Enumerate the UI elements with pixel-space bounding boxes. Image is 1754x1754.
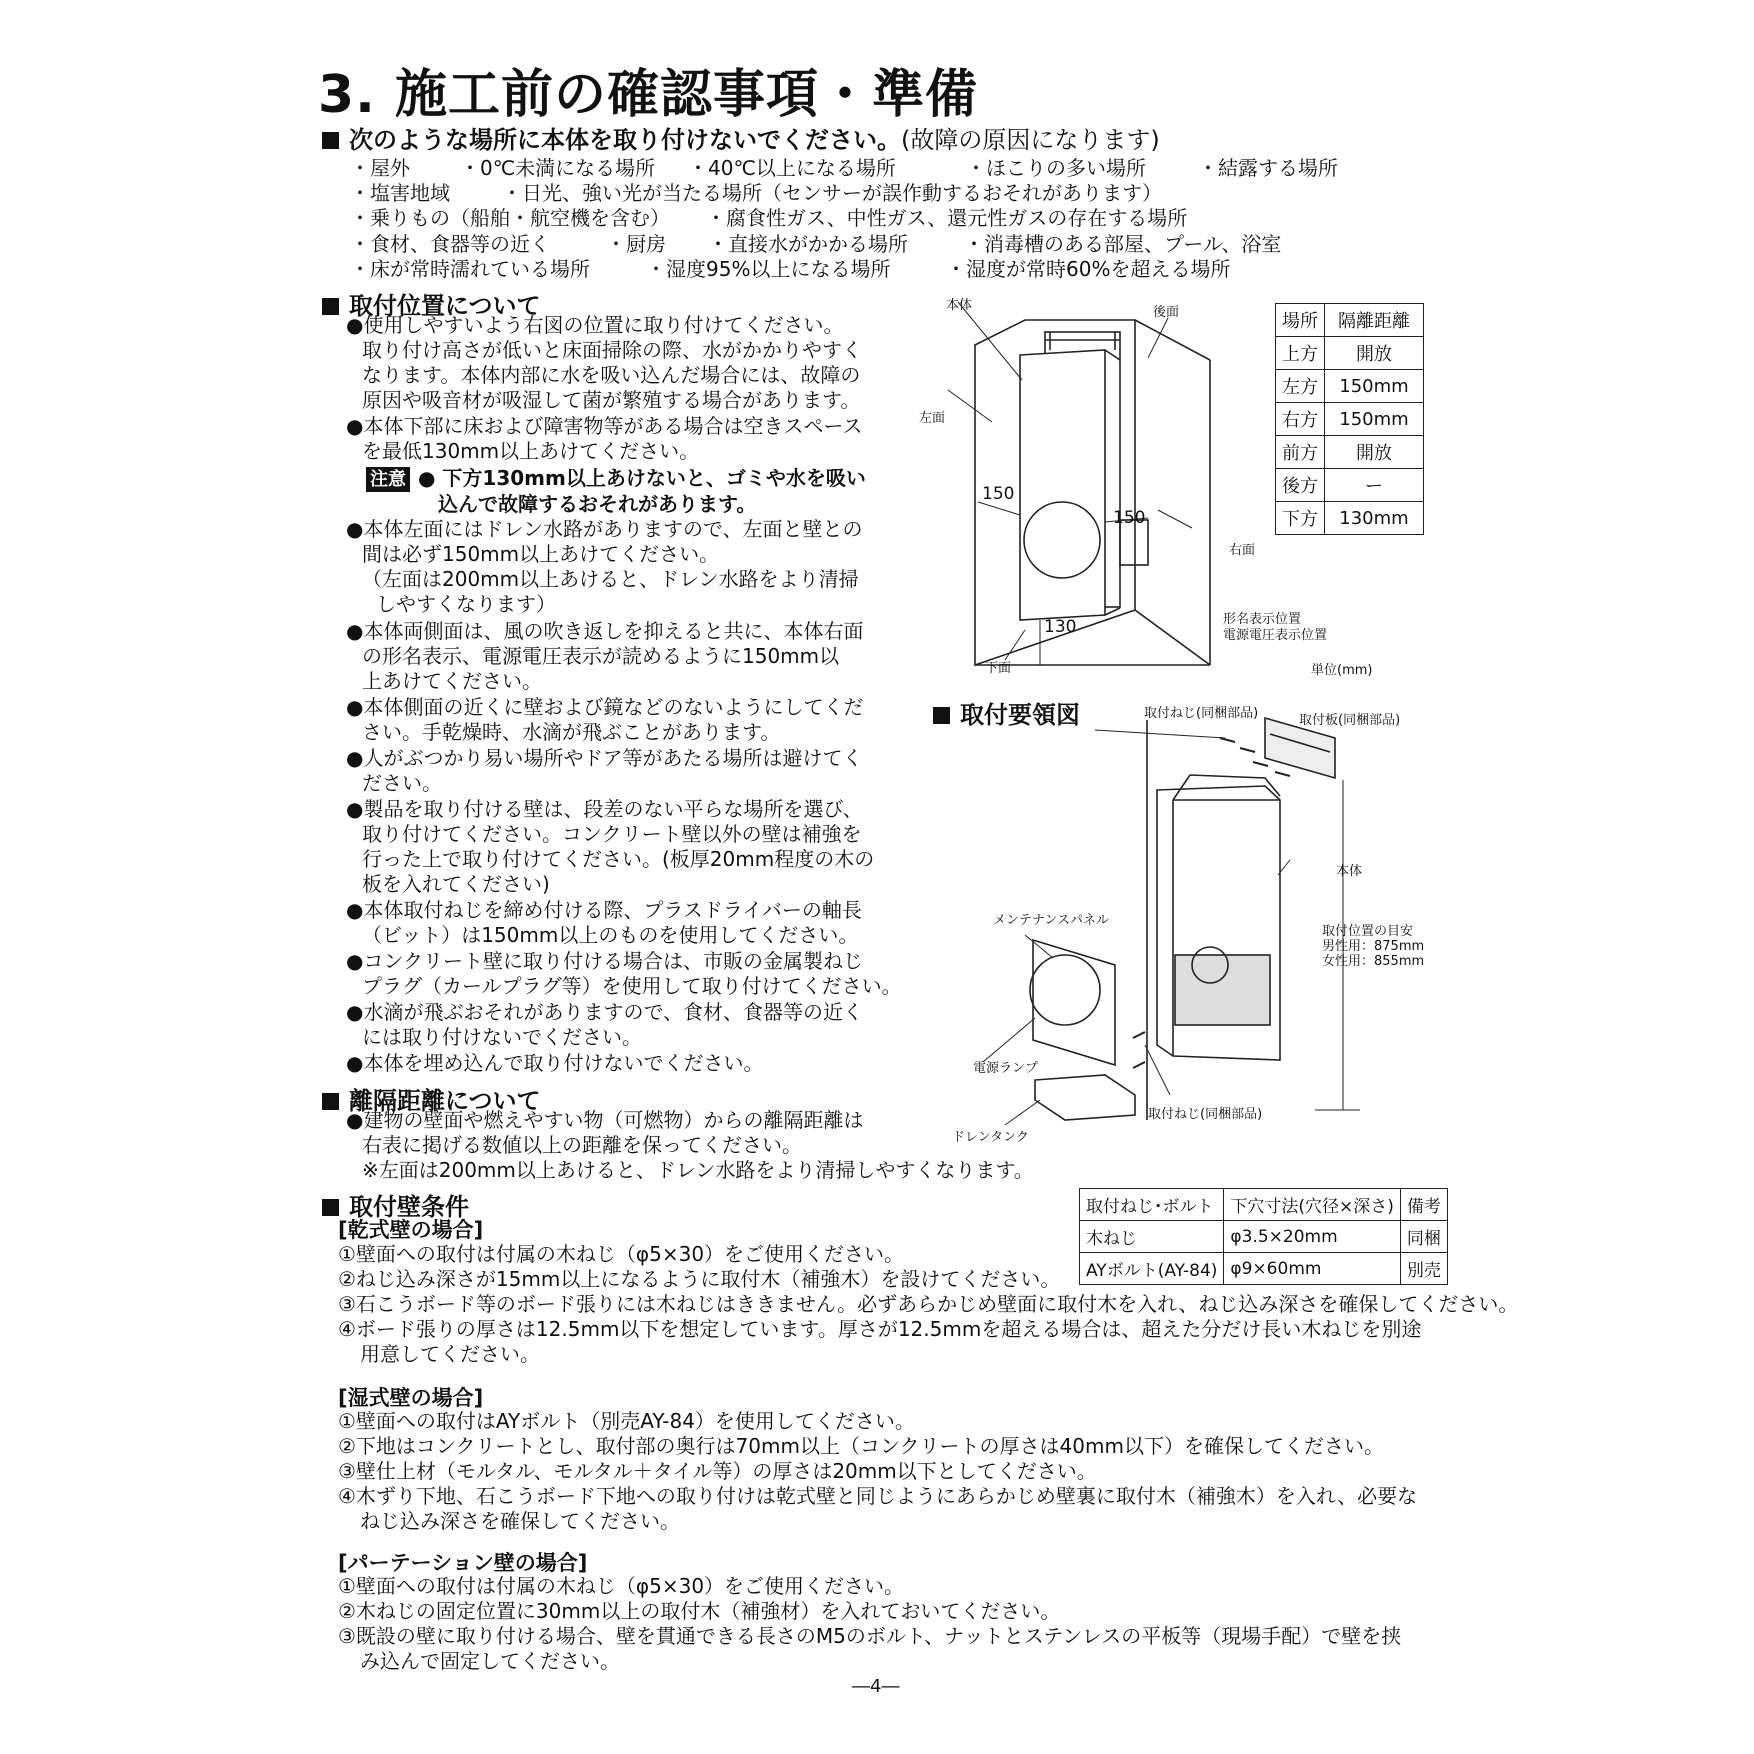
label-plate: 取付板(同梱部品) bbox=[1299, 713, 1401, 728]
table-cell: AYボルト(AY-84) bbox=[1080, 1253, 1224, 1285]
table-cell: 上方 bbox=[1276, 337, 1325, 370]
list-item: ・日光、強い光が当たる場所（センサーが誤作動するおそれがあります） bbox=[502, 181, 1162, 205]
list-item: ③壁仕上材（モルタル、モルタル＋タイル等）の厚さは20mm以下としてください。 bbox=[338, 1459, 1097, 1483]
label-model-position: 形名表示位置 bbox=[1223, 612, 1302, 627]
bullet-5 bbox=[346, 695, 863, 745]
table-cell: 左方 bbox=[1276, 370, 1325, 403]
caution-block bbox=[366, 466, 866, 517]
drain-tank bbox=[1035, 1075, 1135, 1120]
list-item: ①壁面への取付は付属の木ねじ（φ5×30）をご使用ください。 bbox=[338, 1574, 905, 1598]
text-line: 込んで故障するおそれがあります。 bbox=[438, 492, 757, 516]
table-row bbox=[1276, 403, 1424, 436]
list-item: ・食材、食器等の近く bbox=[350, 232, 550, 256]
text-line: （左面は200mm以上あけると、ドレン水路をより清掃 bbox=[362, 567, 859, 591]
bullet-7 bbox=[346, 797, 874, 897]
subheading-partition-wall: [パーテーション壁の場合] bbox=[338, 1551, 588, 1575]
list-item: ・湿度が常時60%を超える場所 bbox=[946, 257, 1231, 281]
table-cell: 右方 bbox=[1276, 403, 1325, 436]
text-line: 原因や吸音材が吸湿して菌が繁殖する場合があります。 bbox=[362, 388, 861, 412]
text-line: 取り付けてください。コンクリート壁以外の壁は補強を bbox=[362, 822, 862, 846]
subheading-wet-wall: [湿式壁の場合] bbox=[338, 1386, 484, 1410]
list-item: ②木ねじの固定位置に30mm以上の取付木（補強材）を入れておいてください。 bbox=[338, 1599, 1061, 1623]
label-screw-bottom: 取付ねじ(同梱部品) bbox=[1148, 1107, 1263, 1122]
table-cell: 前方 bbox=[1276, 436, 1325, 469]
bullet-4 bbox=[346, 619, 863, 694]
caution-badge: 注意 bbox=[366, 467, 410, 492]
text-line: 間は必ず150mm以上あけてください。 bbox=[362, 542, 720, 566]
heading-text: 離隔距離について bbox=[349, 1087, 541, 1115]
bullet-8 bbox=[346, 898, 862, 948]
list-item: ・40℃以上になる場所 bbox=[688, 156, 896, 180]
table-header-cell: 取付ねじ･ボルト bbox=[1080, 1189, 1224, 1221]
list-item: ①壁面への取付は付属の木ねじ（φ5×30）をご使用ください。 bbox=[338, 1242, 905, 1266]
table-cell: 同梱 bbox=[1400, 1221, 1447, 1253]
text-line: ●人がぶつかり易い場所やドア等があたる場所は避けてく bbox=[346, 746, 863, 770]
list-item: み込んで固定してください。 bbox=[360, 1649, 620, 1673]
text-line: 行った上で取り付けてください。(板厚20mm程度の木の bbox=[362, 847, 875, 871]
bullet-3 bbox=[346, 517, 863, 617]
list-item: ・屋外 bbox=[350, 156, 410, 180]
table-row bbox=[1276, 469, 1424, 502]
label-drain-tank: ドレンタンク bbox=[952, 1130, 1029, 1145]
text-line: なります。本体内部に水を吸い込んだ場合には、故障の bbox=[362, 363, 861, 387]
square-bullet-icon bbox=[322, 132, 339, 149]
body-front bbox=[1020, 350, 1105, 620]
list-item: ④ボード張りの厚さは12.5mm以下を想定しています。厚さが12.5mmを超える場合は、超えた分だけ長い木ねじを別途 bbox=[338, 1317, 1422, 1341]
square-bullet-icon bbox=[322, 1199, 339, 1216]
text-line: さい。手乾燥時、水滴が飛ぶことがあります。 bbox=[362, 720, 781, 744]
table-header-row bbox=[1080, 1189, 1448, 1221]
table-row bbox=[1276, 337, 1424, 370]
table-header-cell: 下穴寸法(穴径×深さ) bbox=[1224, 1189, 1401, 1221]
text-line: 右表に掲げる数値以上の距離を保ってください。 bbox=[362, 1133, 802, 1157]
text-line: しやすくなります） bbox=[376, 592, 556, 616]
list-item: 用意してください。 bbox=[360, 1342, 540, 1366]
list-item: ①壁面への取付はAYボルト（別売AY-84）を使用してください。 bbox=[338, 1409, 915, 1433]
label-unit: 単位(mm) bbox=[1311, 663, 1373, 678]
text-line: ●本体左面にはドレン水路がありますので、左面と壁との bbox=[346, 517, 863, 541]
text-line: 取り付け高さが低いと床面掃除の際、水がかかりやすく bbox=[362, 338, 862, 362]
table-cell: 150mm bbox=[1325, 370, 1424, 403]
list-item: ②下地はコンクリートとし、取付部の奥行は70mm以上（コンクリートの厚さは40mm以下）を確保してください。 bbox=[338, 1434, 1384, 1458]
text-line: の形名表示、電源電圧表示が読めるように150mm以 bbox=[362, 644, 840, 668]
text-line: ださい。 bbox=[362, 771, 442, 795]
label-left: 左面 bbox=[919, 411, 946, 426]
table-cell: 別売 bbox=[1400, 1253, 1447, 1285]
table-cell: φ9×60mm bbox=[1224, 1253, 1401, 1285]
square-bullet-icon bbox=[322, 298, 339, 315]
text-line: （ビット）は150mm以上のものを使用してください。 bbox=[362, 923, 859, 947]
text-line: プラグ（カールプラグ等）を使用して取り付けてください。 bbox=[362, 974, 902, 998]
list-item: ④木ずり下地、石こうボード下地への取り付けは乾式壁と同じようにあらかじめ壁裏に取付木（補強木）を入れ、必要な bbox=[338, 1484, 1418, 1508]
text-line: 上あけてください。 bbox=[362, 669, 542, 693]
list-item: ・腐食性ガス、中性ガス、還元性ガスの存在する場所 bbox=[706, 206, 1188, 230]
table-header-cell: 備考 bbox=[1400, 1189, 1447, 1221]
bullet-11 bbox=[346, 1051, 763, 1076]
list-item: ・消毒槽のある部屋、プール、浴室 bbox=[964, 232, 1282, 256]
table-cell: 開放 bbox=[1325, 337, 1424, 370]
table-header-row bbox=[1276, 304, 1424, 337]
table-row bbox=[1276, 370, 1424, 403]
table-header-cell: 場所 bbox=[1276, 304, 1325, 337]
table-row bbox=[1276, 502, 1424, 535]
clearance-table bbox=[1275, 303, 1424, 535]
label-female: 女性用：855mm bbox=[1322, 954, 1425, 969]
bullet-2 bbox=[346, 414, 862, 464]
label-right: 右面 bbox=[1229, 543, 1256, 558]
dim-left: 150 bbox=[982, 484, 1015, 504]
list-item: ・0℃未満になる場所 bbox=[460, 156, 656, 180]
text-line: 板を入れてください) bbox=[362, 872, 550, 896]
page-title: 3. 施工前の確認事項・準備 bbox=[318, 65, 979, 125]
clearance-text bbox=[346, 1108, 1034, 1183]
partition-wall-list bbox=[338, 1574, 1401, 1674]
heading-text: 取付壁条件 bbox=[349, 1193, 469, 1221]
label-body-2: 本体 bbox=[1336, 864, 1363, 879]
list-item: ・乗りもの（船舶・航空機を含む） bbox=[350, 206, 670, 230]
list-item: ねじ込み深さを確保してください。 bbox=[360, 1509, 680, 1533]
text-line: ●製品を取り付ける壁は、段差のない平らな場所を選び、 bbox=[346, 797, 863, 821]
table-cell: 開放 bbox=[1325, 436, 1424, 469]
table-cell: 150mm bbox=[1325, 403, 1424, 436]
list-item: ・湿度95%以上になる場所 bbox=[646, 257, 891, 281]
list-item: ・ほこりの多い場所 bbox=[966, 156, 1146, 180]
label-maintenance-panel: メンテナンスパネル bbox=[993, 913, 1109, 928]
subheading-dry-wall: [乾式壁の場合] bbox=[338, 1218, 484, 1242]
table-header-cell: 隔離距離 bbox=[1325, 304, 1424, 337]
table-cell: 木ねじ bbox=[1080, 1221, 1224, 1253]
list-item: ・結露する場所 bbox=[1198, 156, 1338, 180]
list-item: ・厨房 bbox=[606, 232, 666, 256]
heading-text: 取付位置について bbox=[349, 292, 541, 320]
heading-text: 取付要領図 bbox=[960, 701, 1080, 729]
text-line: ●使用しやすいよう右図の位置に取り付けてください。 bbox=[346, 313, 844, 337]
label-bottom: 下面 bbox=[985, 661, 1012, 676]
page-number: ―4― bbox=[852, 1676, 900, 1697]
label-screw-top: 取付ねじ(同梱部品) bbox=[1144, 706, 1259, 721]
text-line: を最低130mm以上あけてください。 bbox=[362, 439, 700, 463]
table-cell: 130mm bbox=[1325, 502, 1424, 535]
dim-right: 150 bbox=[1113, 508, 1146, 528]
text-line: ※左面は200mm以上あけると、ドレン水路をより清掃しやすくなります。 bbox=[362, 1158, 1034, 1182]
bullet-1 bbox=[346, 313, 862, 413]
text-line: ●建物の壁面や燃えやすい物（可燃物）からの離隔距離は bbox=[346, 1108, 864, 1132]
dry-wall-list bbox=[338, 1242, 1518, 1367]
bullet-9 bbox=[346, 949, 902, 999]
table-row bbox=[1276, 436, 1424, 469]
text-line: には取り付けないでください。 bbox=[362, 1025, 642, 1049]
text-line: ●本体側面の近くに壁および鏡などのないようにしてくだ bbox=[346, 695, 864, 719]
label-voltage-position: 電源電圧表示位置 bbox=[1223, 628, 1328, 643]
maintenance-panel bbox=[1033, 940, 1115, 1065]
label-male: 男性用：875mm bbox=[1322, 939, 1425, 954]
text-line: ●水滴が飛ぶおそれがありますので、食材、食器等の近く bbox=[346, 1000, 864, 1024]
heading-note: (故障の原因になります) bbox=[901, 126, 1160, 154]
list-item: ②ねじ込み深さが15mm以上になるように取付木（補強木）を設けてください。 bbox=[338, 1267, 1061, 1291]
list-item: ・塩害地域 bbox=[350, 181, 450, 205]
list-item: ③石こうボード等のボード張りには木ねじはききません。必ずあらかじめ壁面に取付木を入れ、ねじ込み深さを確保してください。 bbox=[338, 1292, 1519, 1316]
list-item: ・直接水がかかる場所 bbox=[708, 232, 908, 256]
text-line: ●本体取付ねじを締め付ける際、プラスドライバーの軸長 bbox=[346, 898, 862, 922]
bullet-10 bbox=[346, 1000, 863, 1050]
square-bullet-icon bbox=[322, 1093, 339, 1110]
text-line: ● 下方130mm以上あけないと、ゴミや水を吸い bbox=[418, 466, 866, 490]
internal-parts bbox=[1175, 955, 1270, 1025]
label-guide: 取付位置の目安 bbox=[1322, 924, 1414, 939]
dim-bottom: 130 bbox=[1044, 617, 1077, 637]
label-back: 後面 bbox=[1153, 305, 1180, 320]
text-line: ●本体両側面は、風の吹き返しを抑えると共に、本体右面 bbox=[346, 619, 864, 643]
label-body: 本体 bbox=[946, 298, 973, 313]
text-line: ●コンクリート壁に取り付ける場合は、市販の金属製ねじ bbox=[346, 949, 864, 973]
table-cell: 下方 bbox=[1276, 502, 1325, 535]
heading-text: 次のような場所に本体を取り付けないでください。 bbox=[349, 126, 901, 154]
table-cell: 後方 bbox=[1276, 469, 1325, 502]
text-line: ●本体を埋め込んで取り付けないでください。 bbox=[346, 1051, 764, 1075]
table-cell: ー bbox=[1325, 469, 1424, 502]
table-cell: φ3.5×20mm bbox=[1224, 1221, 1401, 1253]
label-power-lamp: 電源ランプ bbox=[973, 1061, 1039, 1076]
list-item: ・床が常時濡れている場所 bbox=[350, 257, 590, 281]
section-heading-prohibited bbox=[322, 120, 1160, 155]
bullet-6 bbox=[346, 746, 862, 796]
text-line: ●本体下部に床および障害物等がある場合は空きスペース bbox=[346, 414, 863, 438]
list-item: ③既設の壁に取り付ける場合、壁を貫通できる長さのM5のボルト、ナットとステンレスの平板等（現場手配）で壁を挟 bbox=[338, 1624, 1402, 1648]
wet-wall-list bbox=[338, 1409, 1417, 1534]
